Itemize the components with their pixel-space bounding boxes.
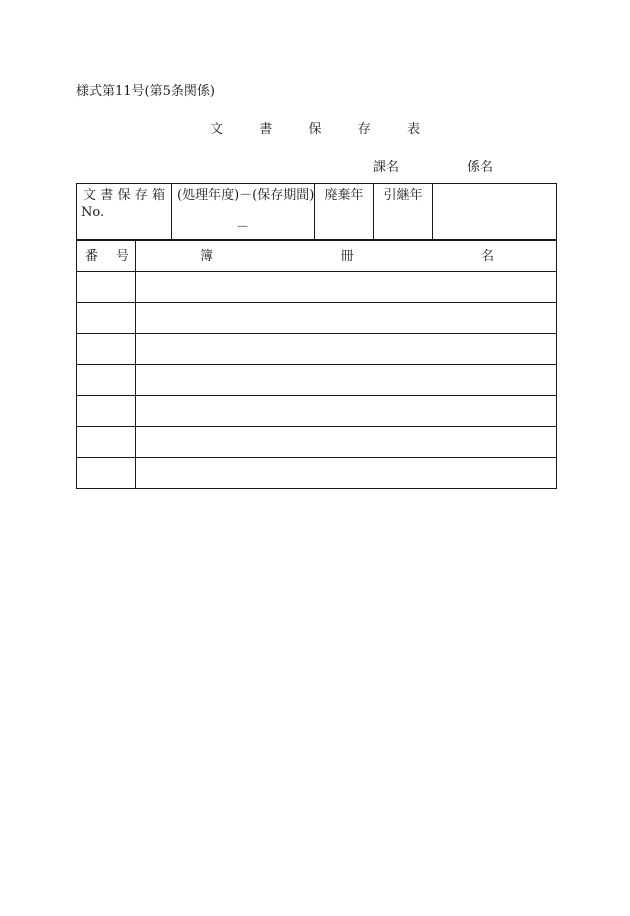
- ledger-name-header: [200, 249, 494, 265]
- table-row: [77, 272, 557, 303]
- disposal-year-cell[interactable]: [315, 184, 374, 240]
- disposal-year-label: 廃棄年: [324, 188, 364, 203]
- table-row: [77, 303, 557, 334]
- retention-period-dash: －: [236, 220, 250, 235]
- row-ledger-name-cell[interactable]: [136, 427, 557, 458]
- box-label-char: 箱: [151, 188, 165, 203]
- table-row: [77, 396, 557, 427]
- row-ledger-name-cell[interactable]: [136, 458, 557, 489]
- list-header-row: [77, 241, 557, 272]
- retention-period-cell[interactable]: [172, 184, 315, 240]
- row-number-cell[interactable]: [77, 272, 136, 303]
- row-number-cell[interactable]: [77, 365, 136, 396]
- form-number: 様式第11号(第5条関係): [76, 84, 215, 99]
- table-row: [77, 334, 557, 365]
- title-char: 文: [210, 122, 224, 137]
- box-label-char: 保: [117, 188, 131, 203]
- storage-box-no-label: No.: [81, 205, 105, 220]
- name-header-char: 冊: [340, 249, 354, 264]
- number-header-char: 号: [115, 249, 129, 264]
- box-label-char: 文: [83, 188, 97, 203]
- ledger-name-header-cell: [136, 241, 557, 272]
- section-name-label: 係名: [467, 160, 494, 175]
- table-row: [77, 427, 557, 458]
- retention-period-label: (処理年度)－(保存期間): [177, 188, 315, 203]
- row-ledger-name-cell[interactable]: [136, 365, 557, 396]
- title-char: 表: [406, 122, 420, 137]
- row-ledger-name-cell[interactable]: [136, 334, 557, 365]
- box-label-char: 存: [134, 188, 148, 203]
- table-row: [77, 458, 557, 489]
- ledger-list-table: [76, 240, 557, 489]
- blank-header-cell[interactable]: [433, 184, 557, 240]
- row-number-cell[interactable]: [77, 427, 136, 458]
- row-number-cell[interactable]: [77, 458, 136, 489]
- storage-box-label: [83, 188, 165, 204]
- transfer-year-cell[interactable]: [374, 184, 433, 240]
- transfer-year-label: 引継年: [383, 188, 423, 203]
- name-header-char: 名: [480, 249, 494, 264]
- number-header-char: 番: [85, 249, 99, 264]
- row-number-cell[interactable]: [77, 396, 136, 427]
- document-title: [210, 122, 420, 138]
- row-ledger-name-cell[interactable]: [136, 303, 557, 334]
- name-header-char: 簿: [200, 249, 214, 264]
- department-name-label: 課名: [373, 160, 400, 175]
- row-number-cell[interactable]: [77, 303, 136, 334]
- row-ledger-name-cell[interactable]: [136, 272, 557, 303]
- title-char: 存: [357, 122, 371, 137]
- row-ledger-name-cell[interactable]: [136, 396, 557, 427]
- row-number-cell[interactable]: [77, 334, 136, 365]
- title-char: 書: [259, 122, 273, 137]
- storage-box-header-table: [76, 183, 557, 240]
- title-char: 保: [308, 122, 322, 137]
- number-header: [85, 249, 129, 265]
- table-row: [77, 365, 557, 396]
- storage-box-number-cell[interactable]: [77, 184, 172, 240]
- number-header-cell: [77, 241, 136, 272]
- box-label-char: 書: [100, 188, 114, 203]
